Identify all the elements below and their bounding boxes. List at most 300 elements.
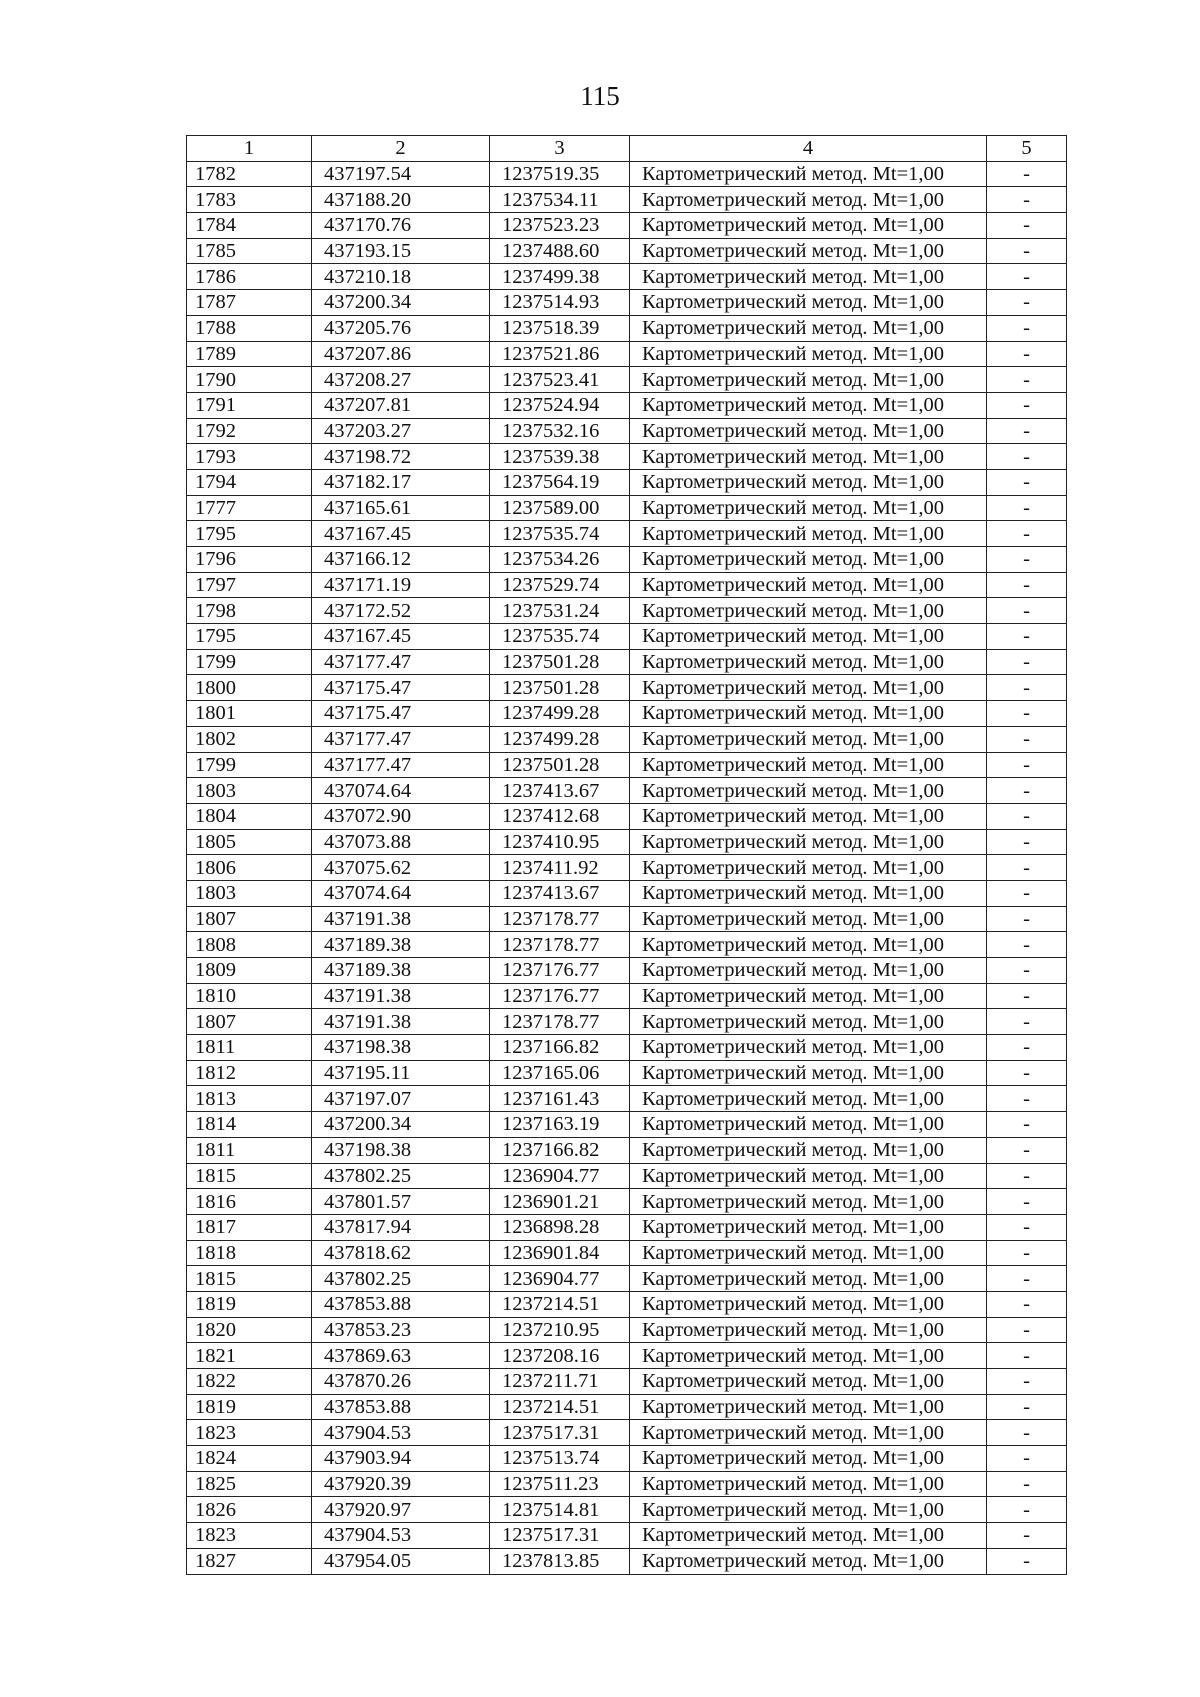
method-cell: Картометрический метод. Mt=1,00 (630, 803, 987, 829)
y-coordinate-cell: 1237499.28 (490, 726, 630, 752)
method-cell: Картометрический метод. Mt=1,00 (630, 1214, 987, 1240)
table-row (187, 1060, 1067, 1086)
table-row (187, 778, 1067, 804)
method-cell: Картометрический метод. Mt=1,00 (630, 213, 987, 239)
method-cell: Картометрический метод. Mt=1,00 (630, 1189, 987, 1215)
y-coordinate-cell: 1237208.16 (490, 1343, 630, 1369)
method-cell: Картометрический метод. Mt=1,00 (630, 649, 987, 675)
method-cell: Картометрический метод. Mt=1,00 (630, 675, 987, 701)
point-number-cell: 1818 (187, 1240, 312, 1266)
y-coordinate-cell: 1237214.51 (490, 1291, 630, 1317)
x-coordinate-cell: 437074.64 (312, 880, 490, 906)
table-row (187, 983, 1067, 1009)
table-row (187, 418, 1067, 444)
point-number-cell: 1825 (187, 1471, 312, 1497)
point-number-cell: 1789 (187, 341, 312, 367)
y-coordinate-cell: 1237532.16 (490, 418, 630, 444)
point-number-cell: 1813 (187, 1086, 312, 1112)
point-number-cell: 1815 (187, 1266, 312, 1292)
x-coordinate-cell: 437189.38 (312, 932, 490, 958)
x-coordinate-cell: 437904.53 (312, 1420, 490, 1446)
y-coordinate-cell: 1236901.84 (490, 1240, 630, 1266)
table-row (187, 290, 1067, 316)
table-row (187, 855, 1067, 881)
x-coordinate-cell: 437072.90 (312, 803, 490, 829)
method-cell: Картометрический метод. Mt=1,00 (630, 1009, 987, 1035)
point-number-cell: 1807 (187, 1009, 312, 1035)
method-cell: Картометрический метод. Mt=1,00 (630, 392, 987, 418)
y-coordinate-cell: 1237513.74 (490, 1446, 630, 1472)
y-coordinate-cell: 1237589.00 (490, 495, 630, 521)
method-cell: Картометрический метод. Mt=1,00 (630, 547, 987, 573)
point-number-cell: 1819 (187, 1394, 312, 1420)
point-number-cell: 1811 (187, 1035, 312, 1061)
point-number-cell: 1790 (187, 367, 312, 393)
y-coordinate-cell: 1237514.93 (490, 290, 630, 316)
x-coordinate-cell: 437200.34 (312, 1112, 490, 1138)
note-cell: - (987, 418, 1067, 444)
point-number-cell: 1799 (187, 649, 312, 675)
note-cell: - (987, 1112, 1067, 1138)
note-cell: - (987, 213, 1067, 239)
y-coordinate-cell: 1237523.41 (490, 367, 630, 393)
x-coordinate-cell: 437904.53 (312, 1523, 490, 1549)
note-cell: - (987, 701, 1067, 727)
method-cell: Картометрический метод. Mt=1,00 (630, 572, 987, 598)
x-coordinate-cell: 437208.27 (312, 367, 490, 393)
note-cell: - (987, 1497, 1067, 1523)
point-number-cell: 1811 (187, 1137, 312, 1163)
y-coordinate-cell: 1236904.77 (490, 1266, 630, 1292)
method-cell: Картометрический метод. Mt=1,00 (630, 1548, 987, 1574)
x-coordinate-cell: 437853.88 (312, 1394, 490, 1420)
point-number-cell: 1822 (187, 1369, 312, 1395)
point-number-cell: 1819 (187, 1291, 312, 1317)
note-cell: - (987, 238, 1067, 264)
x-coordinate-cell: 437197.54 (312, 161, 490, 187)
table-row (187, 649, 1067, 675)
note-cell: - (987, 264, 1067, 290)
method-cell: Картометрический метод. Mt=1,00 (630, 238, 987, 264)
x-coordinate-cell: 437170.76 (312, 213, 490, 239)
method-cell: Картометрический метод. Mt=1,00 (630, 855, 987, 881)
note-cell: - (987, 1471, 1067, 1497)
method-cell: Картометрический метод. Mt=1,00 (630, 1112, 987, 1138)
table-row (187, 1189, 1067, 1215)
x-coordinate-cell: 437075.62 (312, 855, 490, 881)
point-number-cell: 1793 (187, 444, 312, 470)
point-number-cell: 1803 (187, 778, 312, 804)
point-number-cell: 1785 (187, 238, 312, 264)
x-coordinate-cell: 437817.94 (312, 1214, 490, 1240)
y-coordinate-cell: 1237517.31 (490, 1420, 630, 1446)
note-cell: - (987, 290, 1067, 316)
point-number-cell: 1797 (187, 572, 312, 598)
x-coordinate-cell: 437195.11 (312, 1060, 490, 1086)
note-cell: - (987, 547, 1067, 573)
table-row (187, 521, 1067, 547)
x-coordinate-cell: 437920.39 (312, 1471, 490, 1497)
method-cell: Картометрический метод. Mt=1,00 (630, 1137, 987, 1163)
y-coordinate-cell: 1237539.38 (490, 444, 630, 470)
method-cell: Картометрический метод. Mt=1,00 (630, 1446, 987, 1472)
point-number-cell: 1824 (187, 1446, 312, 1472)
note-cell: - (987, 187, 1067, 213)
method-cell: Картометрический метод. Mt=1,00 (630, 341, 987, 367)
table-row (187, 572, 1067, 598)
y-coordinate-cell: 1237531.24 (490, 598, 630, 624)
point-number-cell: 1784 (187, 213, 312, 239)
y-coordinate-cell: 1237214.51 (490, 1394, 630, 1420)
point-number-cell: 1823 (187, 1420, 312, 1446)
y-coordinate-cell: 1237511.23 (490, 1471, 630, 1497)
x-coordinate-cell: 437167.45 (312, 624, 490, 650)
point-number-cell: 1827 (187, 1548, 312, 1574)
note-cell: - (987, 1163, 1067, 1189)
method-cell: Картометрический метод. Mt=1,00 (630, 932, 987, 958)
table-row (187, 1086, 1067, 1112)
note-cell: - (987, 983, 1067, 1009)
table-row (187, 469, 1067, 495)
y-coordinate-cell: 1237521.86 (490, 341, 630, 367)
y-coordinate-cell: 1237412.68 (490, 803, 630, 829)
method-cell: Картометрический метод. Mt=1,00 (630, 1523, 987, 1549)
point-number-cell: 1820 (187, 1317, 312, 1343)
method-cell: Картометрический метод. Mt=1,00 (630, 1394, 987, 1420)
point-number-cell: 1806 (187, 855, 312, 881)
method-cell: Картометрический метод. Mt=1,00 (630, 1471, 987, 1497)
x-coordinate-cell: 437177.47 (312, 726, 490, 752)
method-cell: Картометрический метод. Mt=1,00 (630, 726, 987, 752)
note-cell: - (987, 829, 1067, 855)
note-cell: - (987, 880, 1067, 906)
point-number-cell: 1792 (187, 418, 312, 444)
note-cell: - (987, 1086, 1067, 1112)
table-row (187, 1214, 1067, 1240)
method-cell: Картометрический метод. Mt=1,00 (630, 521, 987, 547)
point-number-cell: 1826 (187, 1497, 312, 1523)
y-coordinate-cell: 1237517.31 (490, 1523, 630, 1549)
x-coordinate-cell: 437802.25 (312, 1163, 490, 1189)
y-coordinate-cell: 1237501.28 (490, 675, 630, 701)
y-coordinate-cell: 1237518.39 (490, 315, 630, 341)
method-cell: Картометрический метод. Mt=1,00 (630, 187, 987, 213)
method-cell: Картометрический метод. Mt=1,00 (630, 161, 987, 187)
point-number-cell: 1804 (187, 803, 312, 829)
note-cell: - (987, 726, 1067, 752)
point-number-cell: 1823 (187, 1523, 312, 1549)
x-coordinate-cell: 437166.12 (312, 547, 490, 573)
note-cell: - (987, 1060, 1067, 1086)
note-cell: - (987, 315, 1067, 341)
x-coordinate-cell: 437207.81 (312, 392, 490, 418)
method-cell: Картометрический метод. Mt=1,00 (630, 1291, 987, 1317)
method-cell: Картометрический метод. Mt=1,00 (630, 1420, 987, 1446)
note-cell: - (987, 521, 1067, 547)
table-row (187, 958, 1067, 984)
note-cell: - (987, 803, 1067, 829)
method-cell: Картометрический метод. Mt=1,00 (630, 983, 987, 1009)
y-coordinate-cell: 1236901.21 (490, 1189, 630, 1215)
y-coordinate-cell: 1237166.82 (490, 1035, 630, 1061)
point-number-cell: 1803 (187, 880, 312, 906)
method-cell: Картометрический метод. Mt=1,00 (630, 598, 987, 624)
x-coordinate-cell: 437853.23 (312, 1317, 490, 1343)
table-row (187, 906, 1067, 932)
y-coordinate-cell: 1237165.06 (490, 1060, 630, 1086)
point-number-cell: 1817 (187, 1214, 312, 1240)
method-cell: Картометрический метод. Mt=1,00 (630, 778, 987, 804)
point-number-cell: 1794 (187, 469, 312, 495)
x-coordinate-cell: 437198.38 (312, 1035, 490, 1061)
y-coordinate-cell: 1237499.28 (490, 701, 630, 727)
table-row (187, 1394, 1067, 1420)
table-body (187, 161, 1067, 1574)
note-cell: - (987, 752, 1067, 778)
method-cell: Картометрический метод. Mt=1,00 (630, 469, 987, 495)
note-cell: - (987, 624, 1067, 650)
x-coordinate-cell: 437182.17 (312, 469, 490, 495)
table-row (187, 1420, 1067, 1446)
y-coordinate-cell: 1237210.95 (490, 1317, 630, 1343)
x-coordinate-cell: 437954.05 (312, 1548, 490, 1574)
page-number: 115 (580, 81, 620, 111)
table-row (187, 1317, 1067, 1343)
point-number-cell: 1815 (187, 1163, 312, 1189)
x-coordinate-cell: 437177.47 (312, 752, 490, 778)
note-cell: - (987, 649, 1067, 675)
x-coordinate-cell: 437801.57 (312, 1189, 490, 1215)
x-coordinate-cell: 437191.38 (312, 906, 490, 932)
point-number-cell: 1782 (187, 161, 312, 187)
table-row (187, 1343, 1067, 1369)
y-coordinate-cell: 1237499.38 (490, 264, 630, 290)
method-cell: Картометрический метод. Mt=1,00 (630, 829, 987, 855)
x-coordinate-cell: 437197.07 (312, 1086, 490, 1112)
x-coordinate-cell: 437175.47 (312, 701, 490, 727)
method-cell: Картометрический метод. Mt=1,00 (630, 624, 987, 650)
point-number-cell: 1808 (187, 932, 312, 958)
note-cell: - (987, 495, 1067, 521)
x-coordinate-cell: 437207.86 (312, 341, 490, 367)
note-cell: - (987, 598, 1067, 624)
table-header-row (187, 136, 1067, 162)
point-number-cell: 1805 (187, 829, 312, 855)
note-cell: - (987, 1523, 1067, 1549)
y-coordinate-cell: 1237524.94 (490, 392, 630, 418)
note-cell: - (987, 469, 1067, 495)
table-row (187, 444, 1067, 470)
point-number-cell: 1783 (187, 187, 312, 213)
table-row (187, 1523, 1067, 1549)
method-cell: Картометрический метод. Mt=1,00 (630, 418, 987, 444)
note-cell: - (987, 572, 1067, 598)
table-row (187, 701, 1067, 727)
x-coordinate-cell: 437172.52 (312, 598, 490, 624)
x-coordinate-cell: 437171.19 (312, 572, 490, 598)
table-row (187, 1035, 1067, 1061)
table-row (187, 1446, 1067, 1472)
x-coordinate-cell: 437073.88 (312, 829, 490, 855)
note-cell: - (987, 1137, 1067, 1163)
point-number-cell: 1799 (187, 752, 312, 778)
table-row (187, 675, 1067, 701)
method-cell: Картометрический метод. Mt=1,00 (630, 880, 987, 906)
table-row (187, 213, 1067, 239)
method-cell: Картометрический метод. Mt=1,00 (630, 290, 987, 316)
note-cell: - (987, 1214, 1067, 1240)
note-cell: - (987, 778, 1067, 804)
table-row (187, 1137, 1067, 1163)
note-cell: - (987, 1266, 1067, 1292)
y-coordinate-cell: 1237514.81 (490, 1497, 630, 1523)
y-coordinate-cell: 1237413.67 (490, 778, 630, 804)
table-row (187, 315, 1067, 341)
x-coordinate-cell: 437205.76 (312, 315, 490, 341)
x-coordinate-cell: 437198.72 (312, 444, 490, 470)
point-number-cell: 1814 (187, 1112, 312, 1138)
y-coordinate-cell: 1237501.28 (490, 752, 630, 778)
method-cell: Картометрический метод. Mt=1,00 (630, 1060, 987, 1086)
column-header-3: 3 (490, 136, 630, 162)
method-cell: Картометрический метод. Mt=1,00 (630, 264, 987, 290)
point-number-cell: 1800 (187, 675, 312, 701)
y-coordinate-cell: 1237176.77 (490, 958, 630, 984)
point-number-cell: 1796 (187, 547, 312, 573)
note-cell: - (987, 392, 1067, 418)
note-cell: - (987, 1548, 1067, 1574)
x-coordinate-cell: 437193.15 (312, 238, 490, 264)
note-cell: - (987, 1291, 1067, 1317)
x-coordinate-cell: 437869.63 (312, 1343, 490, 1369)
method-cell: Картометрический метод. Mt=1,00 (630, 1035, 987, 1061)
method-cell: Картометрический метод. Mt=1,00 (630, 701, 987, 727)
x-coordinate-cell: 437191.38 (312, 983, 490, 1009)
note-cell: - (987, 1189, 1067, 1215)
x-coordinate-cell: 437177.47 (312, 649, 490, 675)
method-cell: Картометрический метод. Mt=1,00 (630, 444, 987, 470)
point-number-cell: 1787 (187, 290, 312, 316)
point-number-cell: 1810 (187, 983, 312, 1009)
y-coordinate-cell: 1237178.77 (490, 1009, 630, 1035)
coordinates-table (186, 135, 1067, 1575)
table-row (187, 187, 1067, 213)
note-cell: - (987, 1343, 1067, 1369)
method-cell: Картометрический метод. Mt=1,00 (630, 1317, 987, 1343)
table-row (187, 1240, 1067, 1266)
table-row (187, 161, 1067, 187)
note-cell: - (987, 444, 1067, 470)
table-row (187, 829, 1067, 855)
note-cell: - (987, 161, 1067, 187)
note-cell: - (987, 675, 1067, 701)
y-coordinate-cell: 1237534.26 (490, 547, 630, 573)
table-row (187, 1369, 1067, 1395)
point-number-cell: 1821 (187, 1343, 312, 1369)
y-coordinate-cell: 1237211.71 (490, 1369, 630, 1395)
table-row (187, 752, 1067, 778)
x-coordinate-cell: 437920.97 (312, 1497, 490, 1523)
method-cell: Картометрический метод. Mt=1,00 (630, 958, 987, 984)
table-row (187, 598, 1067, 624)
y-coordinate-cell: 1237176.77 (490, 983, 630, 1009)
x-coordinate-cell: 437188.20 (312, 187, 490, 213)
method-cell: Картометрический метод. Mt=1,00 (630, 1369, 987, 1395)
table-row (187, 1291, 1067, 1317)
point-number-cell: 1812 (187, 1060, 312, 1086)
y-coordinate-cell: 1237529.74 (490, 572, 630, 598)
y-coordinate-cell: 1237413.67 (490, 880, 630, 906)
table-row (187, 238, 1067, 264)
table-row (187, 1009, 1067, 1035)
x-coordinate-cell: 437903.94 (312, 1446, 490, 1472)
table-row (187, 1163, 1067, 1189)
x-coordinate-cell: 437210.18 (312, 264, 490, 290)
method-cell: Картометрический метод. Mt=1,00 (630, 1343, 987, 1369)
note-cell: - (987, 906, 1067, 932)
note-cell: - (987, 1369, 1067, 1395)
y-coordinate-cell: 1237519.35 (490, 161, 630, 187)
point-number-cell: 1802 (187, 726, 312, 752)
column-header-5: 5 (987, 136, 1067, 162)
method-cell: Картометрический метод. Mt=1,00 (630, 495, 987, 521)
note-cell: - (987, 1009, 1067, 1035)
method-cell: Картометрический метод. Mt=1,00 (630, 367, 987, 393)
x-coordinate-cell: 437175.47 (312, 675, 490, 701)
method-cell: Картометрический метод. Mt=1,00 (630, 315, 987, 341)
point-number-cell: 1801 (187, 701, 312, 727)
y-coordinate-cell: 1237166.82 (490, 1137, 630, 1163)
table-row (187, 367, 1067, 393)
x-coordinate-cell: 437200.34 (312, 290, 490, 316)
x-coordinate-cell: 437074.64 (312, 778, 490, 804)
table-row (187, 1471, 1067, 1497)
x-coordinate-cell: 437167.45 (312, 521, 490, 547)
point-number-cell: 1788 (187, 315, 312, 341)
note-cell: - (987, 1035, 1067, 1061)
table-row (187, 264, 1067, 290)
x-coordinate-cell: 437870.26 (312, 1369, 490, 1395)
y-coordinate-cell: 1236904.77 (490, 1163, 630, 1189)
table-row (187, 1112, 1067, 1138)
y-coordinate-cell: 1237523.23 (490, 213, 630, 239)
y-coordinate-cell: 1236898.28 (490, 1214, 630, 1240)
table-row (187, 726, 1067, 752)
x-coordinate-cell: 437853.88 (312, 1291, 490, 1317)
x-coordinate-cell: 437165.61 (312, 495, 490, 521)
y-coordinate-cell: 1237534.11 (490, 187, 630, 213)
method-cell: Картометрический метод. Mt=1,00 (630, 1240, 987, 1266)
point-number-cell: 1809 (187, 958, 312, 984)
method-cell: Картометрический метод. Mt=1,00 (630, 752, 987, 778)
y-coordinate-cell: 1237564.19 (490, 469, 630, 495)
y-coordinate-cell: 1237411.92 (490, 855, 630, 881)
column-header-1: 1 (187, 136, 312, 162)
y-coordinate-cell: 1237535.74 (490, 624, 630, 650)
note-cell: - (987, 1240, 1067, 1266)
table-row (187, 880, 1067, 906)
y-coordinate-cell: 1237501.28 (490, 649, 630, 675)
y-coordinate-cell: 1237410.95 (490, 829, 630, 855)
point-number-cell: 1777 (187, 495, 312, 521)
method-cell: Картометрический метод. Mt=1,00 (630, 1163, 987, 1189)
x-coordinate-cell: 437203.27 (312, 418, 490, 444)
table-row (187, 1266, 1067, 1292)
x-coordinate-cell: 437818.62 (312, 1240, 490, 1266)
x-coordinate-cell: 437802.25 (312, 1266, 490, 1292)
note-cell: - (987, 1394, 1067, 1420)
table-row (187, 495, 1067, 521)
